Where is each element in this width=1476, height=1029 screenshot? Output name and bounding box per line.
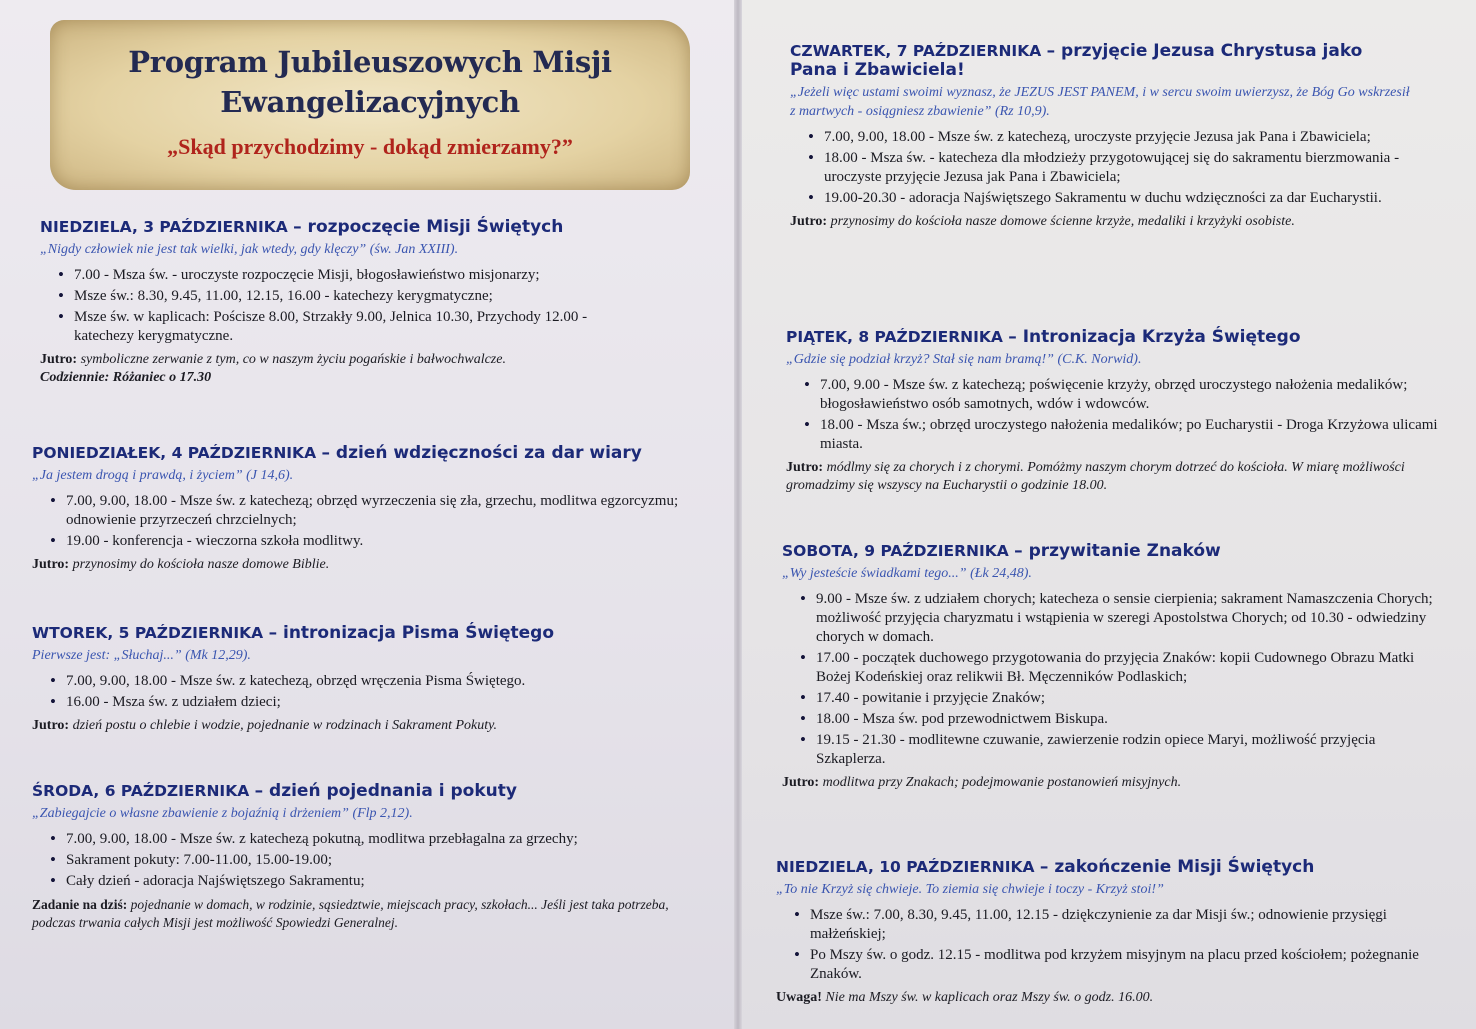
day-heading bbox=[32, 444, 702, 463]
schedule-item: • 19.15 - 21.30 - modlitewne czuwanie, zawierzenie rodzin opiece Maryi, możliwość przyjęcia Szkaplerza. bbox=[816, 731, 1447, 769]
schedule-item: • 16.00 - Msza św. z udziałem dzieci; bbox=[66, 693, 702, 712]
day-theme: – przyjęcie Jezusa Chrystusa jako Pana i Zbawiciela! bbox=[790, 41, 1363, 80]
day-section-monday-4 bbox=[32, 444, 702, 574]
day-note bbox=[786, 459, 1458, 495]
schedule-list bbox=[790, 128, 1460, 208]
note-text: módlmy się za chorych i z chorymi. Pomóżmy naszym chorym dotrzeć do kościoła. W miarę możliwości gromadzimy się wszyscy na Eucharystii o godzinie 18.00. bbox=[786, 460, 1405, 493]
day-note bbox=[32, 896, 682, 932]
schedule-item: • 17.40 - powitanie i przyjęcie Znaków; bbox=[816, 689, 1447, 708]
schedule-item: • 7.00, 9.00, 18.00 - Msze św. z katechezą, obrzęd wręczenia Pisma Świętego. bbox=[66, 672, 702, 691]
page-subtitle: „Skąd przychodzimy - dokąd zmierzamy?” bbox=[167, 134, 573, 159]
day-theme: – Intronizacja Krzyża Świętego bbox=[1008, 327, 1301, 347]
day-section-wednesday-6 bbox=[32, 782, 682, 932]
schedule-item: • 7.00 - Msza św. - uroczyste rozpoczęcie Misji, błogosławieństwo misjonarzy; bbox=[74, 266, 700, 285]
title-line-1: Program Jubileuszowych Misji bbox=[128, 45, 612, 79]
day-note bbox=[776, 989, 1436, 1007]
schedule-item: • 17.00 - początek duchowego przygotowania do przyjęcia Znaków: kopii Cudownego Obrazu Matki Bożej Kodeńskiej oraz relikwii Bł. Męczenników Podlaskich; bbox=[816, 649, 1447, 687]
schedule-item: • Msze św.: 8.30, 9.45, 11.00, 12.15, 16.00 - katechezy kerygmatyczne; bbox=[74, 287, 700, 306]
note-label: Jutro: bbox=[782, 775, 820, 790]
day-quote: „Nigdy człowiek nie jest tak wielki, jak wtedy, gdy klęczy” (św. Jan XXIII). bbox=[40, 242, 459, 257]
day-section-tuesday-5 bbox=[32, 624, 702, 735]
schedule-list bbox=[40, 266, 700, 346]
schedule-list bbox=[782, 590, 1447, 769]
day-heading bbox=[782, 542, 1447, 561]
schedule-item: • Po Mszy św. o godz. 12.15 - modlitwa pod krzyżem misyjnym na placu przed kościołem; pożegnanie Znaków. bbox=[810, 946, 1436, 984]
note-label: Jutro: bbox=[32, 557, 70, 572]
day-section-sunday-3 bbox=[40, 218, 700, 387]
day-quote: „To nie Krzyż się chwieje. To ziemia się chwieje i toczy - Krzyż stoi!” bbox=[776, 882, 1164, 897]
note-text: dzień postu o chlebie i wodzie, pojednanie w rodzinach i Sakrament Pokuty. bbox=[72, 718, 498, 733]
note-text: symboliczne zerwanie z tym, co w naszym życiu pogańskie i bałwochwalcze. bbox=[80, 352, 506, 367]
day-theme: – rozpoczęcie Misji Świętych bbox=[293, 217, 564, 237]
schedule-item: • 19.00 - konferencja - wieczorna szkoła modlitwy. bbox=[66, 532, 702, 551]
day-quote: „Wy jesteście świadkami tego...” (Łk 24,48). bbox=[782, 566, 1032, 581]
note-label: Jutro: bbox=[40, 352, 78, 367]
day-quote: „Jeżeli więc ustami swoimi wyznasz, że JEZUS JEST PANEM, i w sercu swoim uwierzysz, że Bóg Go wskrzesił z martwych - osiągniesz zbawienie” (Rz 10,9). bbox=[790, 85, 1410, 119]
day-date: CZWARTEK, 7 PAŹDZIERNIKA bbox=[790, 42, 1042, 60]
schedule-item: • Msze św.: 7.00, 8.30, 9.45, 11.00, 12.15 - dziękczynienie za dar Misji św.; odnowienie przysięgi małżeńskiej; bbox=[810, 906, 1436, 944]
day-theme: – dzień pojednania i pokuty bbox=[254, 781, 517, 801]
schedule-item: • 7.00, 9.00, 18.00 - Msze św. z katechezą; obrzęd wyrzeczenia się zła, grzechu, modlitwa egzorcyzmu; odnowienie przyrzeczeń chrzcielnych; bbox=[66, 492, 702, 530]
day-note bbox=[40, 351, 700, 369]
note-text: pojednanie w domach, w rodzinie, sąsiedztwie, miejscach pracy, szkołach... Jeśli jest taka potrzeba, podczas trwania całych Misji jest możliwość Spowiedzi Generalnej. bbox=[32, 897, 669, 930]
schedule-item: • 7.00, 9.00, 18.00 - Msze św. z katechezą, uroczyste przyjęcie Jezusa jak Pana i Zbawiciela; bbox=[824, 128, 1460, 147]
day-theme: – przywitanie Znaków bbox=[1014, 541, 1221, 561]
schedule-item: • 19.00-20.30 - adoracja Najświętszego Sakramentu w duchu wdzięczności za dar Eucharystii. bbox=[824, 189, 1460, 208]
day-note bbox=[782, 774, 1447, 792]
schedule-list bbox=[786, 376, 1458, 454]
day-section-thursday-7 bbox=[790, 42, 1460, 231]
day-date: WTOREK, 5 PAŹDZIERNIKA bbox=[32, 624, 264, 642]
schedule-list bbox=[32, 830, 682, 891]
schedule-item: • Sakrament pokuty: 7.00-11.00, 15.00-19.00; bbox=[66, 851, 682, 870]
day-theme: – dzień wdzięczności za dar wiary bbox=[321, 443, 642, 463]
day-section-friday-8 bbox=[786, 328, 1458, 495]
day-date: SOBOTA, 9 PAŹDZIERNIKA bbox=[782, 542, 1009, 560]
note-label: Jutro: bbox=[32, 718, 70, 733]
day-heading bbox=[786, 328, 1458, 347]
schedule-item: • 18.00 - Msza św. pod przewodnictwem Biskupa. bbox=[816, 710, 1447, 729]
schedule-item: • 7.00, 9.00, 18.00 - Msze św. z katechezą pokutną, modlitwa przebłagalna za grzechy; bbox=[66, 830, 682, 849]
day-date: NIEDZIELA, 3 PAŹDZIERNIKA bbox=[40, 218, 288, 236]
day-note bbox=[32, 556, 702, 574]
day-quote: „Ja jestem drogą i prawdą, i życiem” (J 14,6). bbox=[32, 468, 294, 483]
schedule-item: • 18.00 - Msza św. - katecheza dla młodzieży przygotowującej się do sakramentu bierzmowania - uroczyste przyjęcie Jezusa jak Pana i Zbawiciela; bbox=[824, 149, 1460, 187]
daily-rosary-note: Codziennie: Różaniec o 17.30 bbox=[40, 370, 212, 385]
day-date: PONIEDZIAŁEK, 4 PAŹDZIERNIKA bbox=[32, 444, 317, 462]
day-section-sunday-10 bbox=[776, 858, 1436, 1007]
schedule-list bbox=[32, 492, 702, 551]
title-line-2: Ewangelizacyjnych bbox=[220, 85, 520, 119]
schedule-list bbox=[32, 672, 702, 712]
note-text: przynosimy do kościoła nasze domowe ścienne krzyże, medaliki i krzyżyki osobiste. bbox=[830, 214, 1295, 229]
note-text: przynosimy do kościoła nasze domowe Biblie. bbox=[72, 557, 330, 572]
day-note bbox=[790, 213, 1460, 231]
day-theme: – intronizacja Pisma Świętego bbox=[268, 623, 555, 643]
day-date: ŚRODA, 6 PAŹDZIERNIKA bbox=[32, 782, 250, 800]
note-label: Zadanie na dziś: bbox=[32, 897, 128, 912]
page-title bbox=[50, 42, 690, 122]
day-quote: „Zabiegajcie o własne zbawienie z bojaźnią i drżeniem” (Flp 2,12). bbox=[32, 806, 413, 821]
day-section-saturday-9 bbox=[782, 542, 1447, 792]
note-text: modlitwa przy Znakach; podejmowanie postanowień misyjnych. bbox=[822, 775, 1182, 790]
note-text: Nie ma Mszy św. w kaplicach oraz Mszy św. o godz. 16.00. bbox=[825, 990, 1154, 1005]
day-heading bbox=[776, 858, 1436, 877]
day-quote: „Gdzie się podział krzyż? Stał się nam bramą!” (C.K. Norwid). bbox=[786, 352, 1142, 367]
title-banner bbox=[50, 20, 690, 190]
schedule-item: • 9.00 - Msze św. z udziałem chorych; katecheza o sensie cierpienia; sakrament Namaszczenia Chorych; możliwość przyjęcia charyzmatu i wstąpienia w szeregi Apostolstwa Chorych; od 10.30 - odwiedziny chorych w domach. bbox=[816, 590, 1447, 647]
page-fold bbox=[734, 0, 742, 1029]
schedule-item: • Cały dzień - adoracja Najświętszego Sakramentu; bbox=[66, 872, 682, 891]
note-label: Jutro: bbox=[790, 214, 828, 229]
day-quote: Pierwsze jest: „Słuchaj...” (Mk 12,29). bbox=[32, 648, 251, 663]
note-label: Jutro: bbox=[786, 460, 824, 475]
day-heading bbox=[32, 782, 682, 801]
day-heading bbox=[40, 218, 700, 237]
schedule-item: • Msze św. w kaplicach: Pościsze 8.00, Strzakły 9.00, Jelnica 10.30, Przychody 12.00 - katechezy kerygmatyczne. bbox=[74, 308, 594, 346]
day-theme: – zakończenie Misji Świętych bbox=[1039, 857, 1315, 877]
day-heading bbox=[790, 42, 1410, 80]
schedule-list bbox=[776, 906, 1436, 984]
day-note bbox=[32, 717, 702, 735]
day-heading bbox=[32, 624, 702, 643]
schedule-item: • 18.00 - Msza św.; obrzęd uroczystego nałożenia medalików; po Eucharystii - Droga Krzyżowa ulicami miasta. bbox=[820, 416, 1458, 454]
note-label: Uwaga! bbox=[776, 990, 822, 1005]
day-date: PIĄTEK, 8 PAŹDZIERNIKA bbox=[786, 328, 1003, 346]
day-date: NIEDZIELA, 10 PAŹDZIERNIKA bbox=[776, 858, 1035, 876]
schedule-item: • 7.00, 9.00 - Msze św. z katechezą; poświęcenie krzyży, obrzęd uroczystego nałożenia medalików; błogosławieństwo osób samotnych, wdów i wdowców. bbox=[820, 376, 1458, 414]
